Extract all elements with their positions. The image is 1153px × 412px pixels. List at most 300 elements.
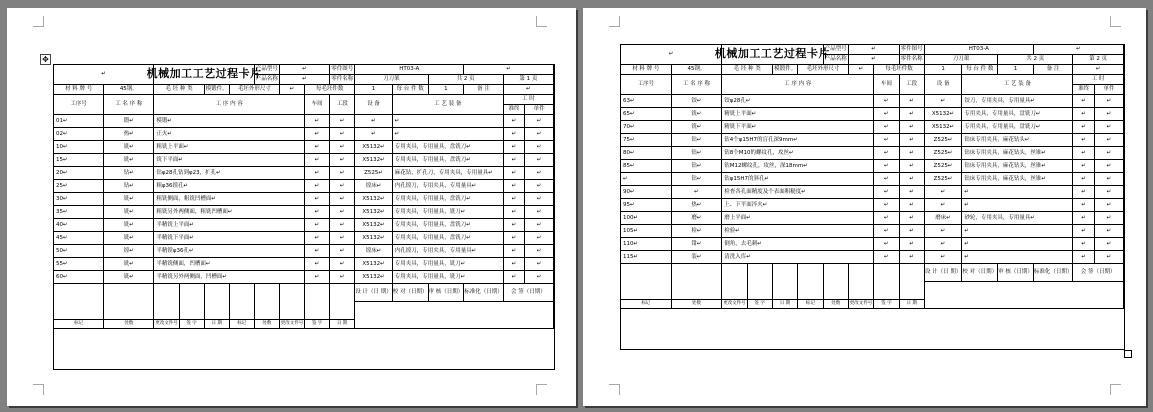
col-tooling-header: 工 艺 装 备 xyxy=(962,75,1073,95)
signature-blank xyxy=(773,264,798,300)
blank-type-value: 模锻件。 xyxy=(773,65,798,75)
operation-workshop: ↵ xyxy=(874,121,899,134)
page-number: 第 2 页 xyxy=(1073,55,1124,65)
operation-equipment: X5132↵ xyxy=(355,141,393,154)
operation-prep-time: ↵ xyxy=(504,115,526,128)
operation-prep-time: ↵ xyxy=(1073,95,1095,108)
col-content-header: 工 序 内 容 xyxy=(154,95,305,115)
operation-seq: 80↵ xyxy=(621,147,672,160)
operation-workshop: ↵ xyxy=(305,180,330,193)
operation-seq: 115↵ xyxy=(621,251,672,264)
operation-tooling: 钻床专用夹具，麻花钻头，丝锥↵ xyxy=(962,147,1073,160)
product-model-value: ↵ xyxy=(280,65,330,75)
card-title: 机械加工工艺过程卡片 xyxy=(154,65,254,85)
operation-name: ↵ xyxy=(672,186,723,199)
signature-blank xyxy=(621,264,672,300)
operation-unit-time: ↵ xyxy=(525,258,554,271)
product-model-value: ↵ xyxy=(849,45,900,55)
revision-column-label: 更改文件号 xyxy=(849,300,874,309)
operation-equipment: 磨床↵ xyxy=(925,212,963,225)
operation-unit-time: ↵ xyxy=(1095,186,1124,199)
operation-equipment: Z525↵ xyxy=(925,147,963,160)
operation-seq: 20↵ xyxy=(54,167,104,180)
operation-content: 铰φ28孔↵ xyxy=(722,95,874,108)
operation-name: 钻↵ xyxy=(672,160,723,173)
process-card-page-1 xyxy=(53,64,555,370)
operation-workshop: ↵ xyxy=(305,115,330,128)
operation-prep-time: ↵ xyxy=(1073,251,1095,264)
operation-seq: 15↵ xyxy=(54,154,104,167)
operation-prep-time: ↵ xyxy=(1073,212,1095,225)
blank-dims-value: ↵ xyxy=(849,65,874,75)
operation-name: 铣↵ xyxy=(104,219,154,232)
operation-workshop: ↵ xyxy=(305,258,330,271)
operation-section: ↵ xyxy=(330,128,355,141)
operation-content: 检查各孔面精度及个表面粗糙度↵ xyxy=(722,186,874,199)
operation-section: ↵ xyxy=(330,245,355,258)
operation-equipment: Z525↵ xyxy=(355,167,393,180)
operation-content: 半精铣上平面↵ xyxy=(154,219,305,232)
operation-prep-time: ↵ xyxy=(1073,147,1095,160)
operation-equipment: X5132↵ xyxy=(355,193,393,206)
part-model-label: 零件图号 xyxy=(900,45,925,55)
operation-prep-time: ↵ xyxy=(1073,121,1095,134)
signature-blank xyxy=(280,284,305,320)
pieces-per-blank-value: 1 xyxy=(355,85,393,95)
revision-column-label: 更改文件号 xyxy=(722,300,747,309)
operation-workshop: ↵ xyxy=(305,219,330,232)
operation-unit-time: ↵ xyxy=(525,167,554,180)
part-name-value: 刀刀架 xyxy=(355,75,428,85)
signature-blank xyxy=(874,264,899,300)
operation-equipment: ↵ xyxy=(355,115,393,128)
col-content-header: 工 序 内 容 xyxy=(722,75,874,95)
operation-tooling: ↵ xyxy=(962,186,1073,199)
operation-seq: 63↵ xyxy=(621,95,672,108)
crop-mark-top-left xyxy=(33,16,44,27)
operation-name: 铣↵ xyxy=(672,108,723,121)
col-name-header: 工 名 序 称 xyxy=(672,75,723,95)
header-blank: ↵ xyxy=(464,65,554,75)
operation-unit-time: ↵ xyxy=(1095,147,1124,160)
operation-name: 钻↵ xyxy=(104,167,154,180)
operation-workshop: ↵ xyxy=(874,199,899,212)
operation-content: 半精铣下平面↵ xyxy=(154,232,305,245)
operation-workshop: ↵ xyxy=(305,245,330,258)
approve-label: 会 签（日期） xyxy=(1073,264,1124,282)
operation-workshop: ↵ xyxy=(874,147,899,160)
operation-content: 粗铣侧面，粗铣凹槽面↵ xyxy=(154,193,305,206)
operation-prep-time: ↵ xyxy=(1073,108,1095,121)
operation-name: 镗↵ xyxy=(104,245,154,258)
header-blank: ↵ xyxy=(1034,45,1124,55)
header-blank: ↵ xyxy=(621,45,722,65)
operation-unit-time: ↵ xyxy=(1095,199,1124,212)
operation-tooling: ↵ xyxy=(962,251,1073,264)
operation-tooling: 专用夹具，专用量具，盘铣刀↵ xyxy=(962,121,1073,134)
operation-prep-time: ↵ xyxy=(504,219,526,232)
pieces-per-unit-value: 1 xyxy=(429,85,465,95)
operation-section: ↵ xyxy=(900,199,925,212)
operation-content: 倒角，去毛刺↵ xyxy=(722,238,874,251)
revision-column-label: 日 期 xyxy=(900,300,925,309)
document-page-1[interactable] xyxy=(7,8,576,406)
operation-seq: 35↵ xyxy=(54,206,104,219)
crop-mark-bottom-left xyxy=(33,384,44,395)
operation-section: ↵ xyxy=(330,232,355,245)
col-seq-header: 工序号 xyxy=(54,95,104,115)
page-number: 第 1 页 xyxy=(504,75,554,85)
operation-workshop: ↵ xyxy=(305,167,330,180)
col-unit-header: 单件 xyxy=(525,105,554,115)
operation-prep-time: ↵ xyxy=(1073,225,1095,238)
operation-prep-time: ↵ xyxy=(504,193,526,206)
operation-prep-time: ↵ xyxy=(1073,199,1095,212)
operation-content: 粗铣上平面↵ xyxy=(154,141,305,154)
operation-name: 铣↵ xyxy=(104,154,154,167)
pieces-per-blank-label: 每毛坯件数 xyxy=(874,65,925,75)
operation-tooling: 专用夹具，专用量具，盘铣刀↵ xyxy=(393,154,504,167)
operation-workshop: ↵ xyxy=(305,154,330,167)
col-workshop-header: 车间 xyxy=(874,75,899,95)
operation-name: 热↵ xyxy=(104,128,154,141)
operation-seq: 45↵ xyxy=(54,232,104,245)
operation-tooling: 专用夹具，专用量具，盘铣刀↵ xyxy=(393,232,504,245)
operation-content: 半精镗φ36孔↵ xyxy=(154,245,305,258)
operation-tooling: ↵ xyxy=(962,225,1073,238)
process-card-page-2 xyxy=(620,44,1125,350)
operation-content: 半精铣侧面，凹槽面↵ xyxy=(154,258,305,271)
signature-area xyxy=(925,282,1124,309)
operation-workshop: ↵ xyxy=(305,271,330,284)
operation-prep-time: ↵ xyxy=(1073,186,1095,199)
col-section-header: 工段 xyxy=(330,95,355,115)
operation-seq: 02↵ xyxy=(54,128,104,141)
operation-section: ↵ xyxy=(900,212,925,225)
operation-tooling: ↵ xyxy=(393,128,504,141)
operation-section: ↵ xyxy=(900,121,925,134)
operation-prep-time: ↵ xyxy=(504,271,526,284)
operation-name: 铣↵ xyxy=(104,232,154,245)
revision-column-label: 签 字 xyxy=(180,320,205,329)
remarks-label: 备 注 xyxy=(464,85,504,95)
operation-unit-time: ↵ xyxy=(525,245,554,258)
total-pages: 共 2 页 xyxy=(429,75,504,85)
operation-unit-time: ↵ xyxy=(1095,212,1124,225)
review-label: 审 核（日期） xyxy=(998,264,1034,282)
operation-tooling: 专用夹具，专用量具，铣刀↵ xyxy=(393,271,504,284)
operation-unit-time: ↵ xyxy=(1095,108,1124,121)
operation-name: 热↵ xyxy=(672,199,723,212)
operation-seq: 110↵ xyxy=(621,238,672,251)
operation-equipment: ↵ xyxy=(355,128,393,141)
operation-content: 检验↵ xyxy=(722,225,874,238)
blank-type-label: 毛 坯 种 类 xyxy=(722,65,773,75)
standard-label: 标准化（日期） xyxy=(1034,264,1074,282)
revision-column-label: 更改文件号 xyxy=(280,320,305,329)
operation-equipment: X5132↵ xyxy=(925,121,963,134)
part-name-label: 零件名称 xyxy=(330,75,355,85)
col-unit-header: 单件 xyxy=(1095,85,1124,95)
operation-seq: 105↵ xyxy=(621,225,672,238)
operation-tooling: 铰刀，专用夹具，专用量具↵ xyxy=(962,95,1073,108)
check-label: 校 对（日期） xyxy=(393,284,429,302)
operation-prep-time: ↵ xyxy=(1073,238,1095,251)
revision-column-label: 标记 xyxy=(230,320,255,329)
operation-unit-time: ↵ xyxy=(525,128,554,141)
remarks-value: ↵ xyxy=(504,85,554,95)
operation-content: 半精铣另外两侧面，凹槽面↵ xyxy=(154,271,305,284)
operation-unit-time: ↵ xyxy=(1095,251,1124,264)
operation-section: ↵ xyxy=(330,193,355,206)
operation-seq: 10↵ xyxy=(54,141,104,154)
signature-blank xyxy=(722,264,747,300)
operation-content: 钻φ15H7的斜孔↵ xyxy=(722,173,874,186)
operation-section: ↵ xyxy=(330,141,355,154)
header-blank: ↵ xyxy=(54,65,154,85)
operation-tooling: 钻床专用夹具，麻花钻头，丝锥↵ xyxy=(962,173,1073,186)
signature-blank xyxy=(748,264,773,300)
operation-name: 铣↵ xyxy=(672,121,723,134)
operation-seq: 90↵ xyxy=(621,186,672,199)
operation-unit-time: ↵ xyxy=(525,271,554,284)
operation-section: ↵ xyxy=(330,219,355,232)
signature-blank xyxy=(900,264,925,300)
material-value: 45钢。 xyxy=(672,65,723,75)
blank-dims-value: ↵ xyxy=(280,85,305,95)
signature-blank xyxy=(255,284,280,320)
operation-name: 钻↵ xyxy=(104,180,154,193)
operation-prep-time: ↵ xyxy=(504,154,526,167)
operation-unit-time: ↵ xyxy=(1095,238,1124,251)
operation-workshop: ↵ xyxy=(874,134,899,147)
operation-name: 铣↵ xyxy=(104,193,154,206)
operation-tooling: 专用夹具，专用量具，盘铣刀↵ xyxy=(962,108,1073,121)
operation-workshop: ↵ xyxy=(874,251,899,264)
col-seq-header: 工序号 xyxy=(621,75,672,95)
operation-tooling: 专用夹具，专用量具，盘铣刀↵ xyxy=(393,141,504,154)
operation-section: ↵ xyxy=(330,167,355,180)
col-prep-header: 准终 xyxy=(1073,85,1095,95)
operation-section: ↵ xyxy=(330,154,355,167)
operation-workshop: ↵ xyxy=(305,206,330,219)
operation-workshop: ↵ xyxy=(305,128,330,141)
operation-name: 检↵ xyxy=(672,225,723,238)
operation-workshop: ↵ xyxy=(874,225,899,238)
part-model-label: 零件图号 xyxy=(330,65,355,75)
operation-content: 上、下平面淬火↵ xyxy=(722,199,874,212)
operation-workshop: ↵ xyxy=(305,232,330,245)
part-model-value: HT03-A xyxy=(925,45,1034,55)
operation-unit-time: ↵ xyxy=(525,193,554,206)
revision-column-label: 标记 xyxy=(621,300,672,309)
operation-section: ↵ xyxy=(900,251,925,264)
operation-name: 铣↵ xyxy=(104,206,154,219)
operation-unit-time: ↵ xyxy=(1095,95,1124,108)
signature-area xyxy=(355,302,554,329)
signature-blank xyxy=(824,264,849,300)
operation-equipment: ↵ xyxy=(925,199,963,212)
operation-equipment: X5132↵ xyxy=(355,206,393,219)
blank-dims-label: 毛坯外形尺寸 xyxy=(798,65,849,75)
operation-prep-time: ↵ xyxy=(1073,134,1095,147)
operation-name: 装↵ xyxy=(672,251,723,264)
operation-content: 磨上平面↵ xyxy=(722,212,874,225)
operation-prep-time: ↵ xyxy=(504,128,526,141)
operation-equipment: 镗床↵ xyxy=(355,180,393,193)
remarks-label: 备 注 xyxy=(1034,65,1074,75)
operation-seq: 65↵ xyxy=(621,108,672,121)
operation-equipment: X5132↵ xyxy=(355,258,393,271)
operation-tooling: 钻床专用夹具，麻花钻头，丝锥↵ xyxy=(962,160,1073,173)
operation-seq: 40↵ xyxy=(54,219,104,232)
operation-content: 钻4个φ15H7的盲孔深9mm↵ xyxy=(722,134,874,147)
operation-workshop: ↵ xyxy=(874,173,899,186)
operation-section: ↵ xyxy=(900,186,925,199)
operation-unit-time: ↵ xyxy=(1095,134,1124,147)
operation-tooling: 内孔镗刀，专用夹具，专用量具↵ xyxy=(393,245,504,258)
operation-content: 钻8个M10的螺纹孔，攻丝↵ xyxy=(722,147,874,160)
blank-type-value: 模锻件。 xyxy=(205,85,230,95)
operation-tooling: 内孔镗刀，专用夹具，专用量具↵ xyxy=(393,180,504,193)
operation-content: 铣下平面↵ xyxy=(154,154,305,167)
operation-equipment: ↵ xyxy=(925,186,963,199)
operation-prep-time: ↵ xyxy=(504,180,526,193)
document-page-2[interactable] xyxy=(583,8,1146,406)
operation-equipment: ↵ xyxy=(925,238,963,251)
operation-prep-time: ↵ xyxy=(504,167,526,180)
crop-mark-top-right xyxy=(536,16,547,27)
operation-section: ↵ xyxy=(900,173,925,186)
blank-type-label: 毛 坯 种 类 xyxy=(154,85,204,95)
product-name-value: ↵ xyxy=(280,75,330,85)
operation-unit-time: ↵ xyxy=(1095,225,1124,238)
operation-workshop: ↵ xyxy=(874,212,899,225)
operation-name: 铰↵ xyxy=(672,95,723,108)
operation-seq: 01↵ xyxy=(54,115,104,128)
col-name-header: 工 名 序 称 xyxy=(104,95,154,115)
operation-unit-time: ↵ xyxy=(1095,160,1124,173)
crop-mark-bottom-right xyxy=(536,384,547,395)
operation-content: 精铣下平面↵ xyxy=(722,121,874,134)
operation-workshop: ↵ xyxy=(874,238,899,251)
operation-workshop: ↵ xyxy=(305,193,330,206)
col-hours-header: 工 时 xyxy=(1073,75,1124,85)
operation-seq: 95↵ xyxy=(621,199,672,212)
signature-blank xyxy=(672,264,723,300)
signature-blank xyxy=(205,284,230,320)
operation-equipment: X5132↵ xyxy=(925,108,963,121)
col-tooling-header: 工 艺 装 备 xyxy=(393,95,504,115)
operation-tooling: 麻花钻，扩孔刀，专用夹具，专用量具↵ xyxy=(393,167,504,180)
operation-name: 钻↵ xyxy=(672,134,723,147)
revision-column-label: 签 字 xyxy=(748,300,773,309)
material-label: 材 料 牌 号 xyxy=(54,85,104,95)
pieces-per-unit-value: 1 xyxy=(998,65,1034,75)
revision-column-label: 签 字 xyxy=(305,320,330,329)
operation-name: 钻↵ xyxy=(672,147,723,160)
col-prep-header: 准终 xyxy=(504,105,526,115)
operation-seq: 25↵ xyxy=(54,180,104,193)
operation-workshop: ↵ xyxy=(874,160,899,173)
operation-section: ↵ xyxy=(900,134,925,147)
operation-section: ↵ xyxy=(330,180,355,193)
operation-content: 模锻↵ xyxy=(154,115,305,128)
crop-mark-top-left xyxy=(609,16,620,27)
operation-content: 清洗入库↵ xyxy=(722,251,874,264)
operation-content: 粗铣另外两侧面，粗铣凹槽面↵ xyxy=(154,206,305,219)
pieces-per-unit-label: 每 台 件 数 xyxy=(393,85,429,95)
operation-section: ↵ xyxy=(330,271,355,284)
signature-blank xyxy=(180,284,205,320)
table-move-handle-icon[interactable]: ✥ xyxy=(40,54,51,65)
col-section-header: 工段 xyxy=(900,75,925,95)
product-name-label: 产品名称 xyxy=(255,75,280,85)
operation-tooling: 专用夹具，专用量具，铣刀↵ xyxy=(393,206,504,219)
operation-tooling: ↵ xyxy=(962,199,1073,212)
check-label: 校 对（日期） xyxy=(962,264,998,282)
operation-tooling: ↵ xyxy=(962,238,1073,251)
operation-prep-time: ↵ xyxy=(1073,160,1095,173)
operation-workshop: ↵ xyxy=(874,95,899,108)
operation-workshop: ↵ xyxy=(874,186,899,199)
operation-seq: 85↵ xyxy=(621,160,672,173)
operation-tooling: 钻床专用夹具，麻花钻头↵ xyxy=(962,134,1073,147)
revision-column-label: 签 字 xyxy=(874,300,899,309)
pieces-per-unit-label: 每 台 件 数 xyxy=(962,65,998,75)
pieces-per-blank-value: 1 xyxy=(925,65,963,75)
operation-unit-time: ↵ xyxy=(525,154,554,167)
operation-equipment: ↵ xyxy=(925,225,963,238)
signature-blank xyxy=(330,284,355,320)
operation-seq: ↵ xyxy=(621,173,672,186)
operation-equipment: X5132↵ xyxy=(355,271,393,284)
operation-tooling: ↵ xyxy=(393,115,504,128)
table-resize-handle[interactable] xyxy=(1124,350,1132,358)
operation-seq: 60↵ xyxy=(54,271,104,284)
card-title: 机械加工工艺过程卡片 xyxy=(722,45,823,65)
review-label: 审 核（日期） xyxy=(429,284,465,302)
revision-column-label: 日 期 xyxy=(205,320,230,329)
operation-name: 铣↵ xyxy=(104,271,154,284)
operation-prep-time: ↵ xyxy=(1073,173,1095,186)
material-label: 材 料 牌 号 xyxy=(621,65,672,75)
operation-section: ↵ xyxy=(900,147,925,160)
part-model-value: HT03-A xyxy=(355,65,464,75)
operation-seq: 100↵ xyxy=(621,212,672,225)
operation-unit-time: ↵ xyxy=(525,232,554,245)
operation-unit-time: ↵ xyxy=(525,180,554,193)
operation-seq: 30↵ xyxy=(54,193,104,206)
operation-equipment: 镗床↵ xyxy=(355,245,393,258)
operation-tooling: 专用夹具，专用量具，盘铣刀↵ xyxy=(393,193,504,206)
revision-column-label: 处数 xyxy=(824,300,849,309)
operation-unit-time: ↵ xyxy=(525,115,554,128)
operation-tooling: 砂轮，专用夹具，专用量具↵ xyxy=(962,212,1073,225)
revision-column-label: 更改文件号 xyxy=(154,320,179,329)
design-label: 设 计（日 期） xyxy=(925,264,963,282)
product-name-label: 产品名称 xyxy=(824,55,849,65)
signature-blank xyxy=(798,264,823,300)
crop-mark-bottom-left xyxy=(609,384,620,395)
operation-section: ↵ xyxy=(330,258,355,271)
approve-label: 会 签（日期） xyxy=(504,284,554,302)
operation-content: 钻M12螺纹孔，攻丝，深18mm↵ xyxy=(722,160,874,173)
operation-name: 钻↵ xyxy=(672,173,723,186)
material-value: 45钢。 xyxy=(104,85,154,95)
operation-prep-time: ↵ xyxy=(504,245,526,258)
operation-section: ↵ xyxy=(900,225,925,238)
